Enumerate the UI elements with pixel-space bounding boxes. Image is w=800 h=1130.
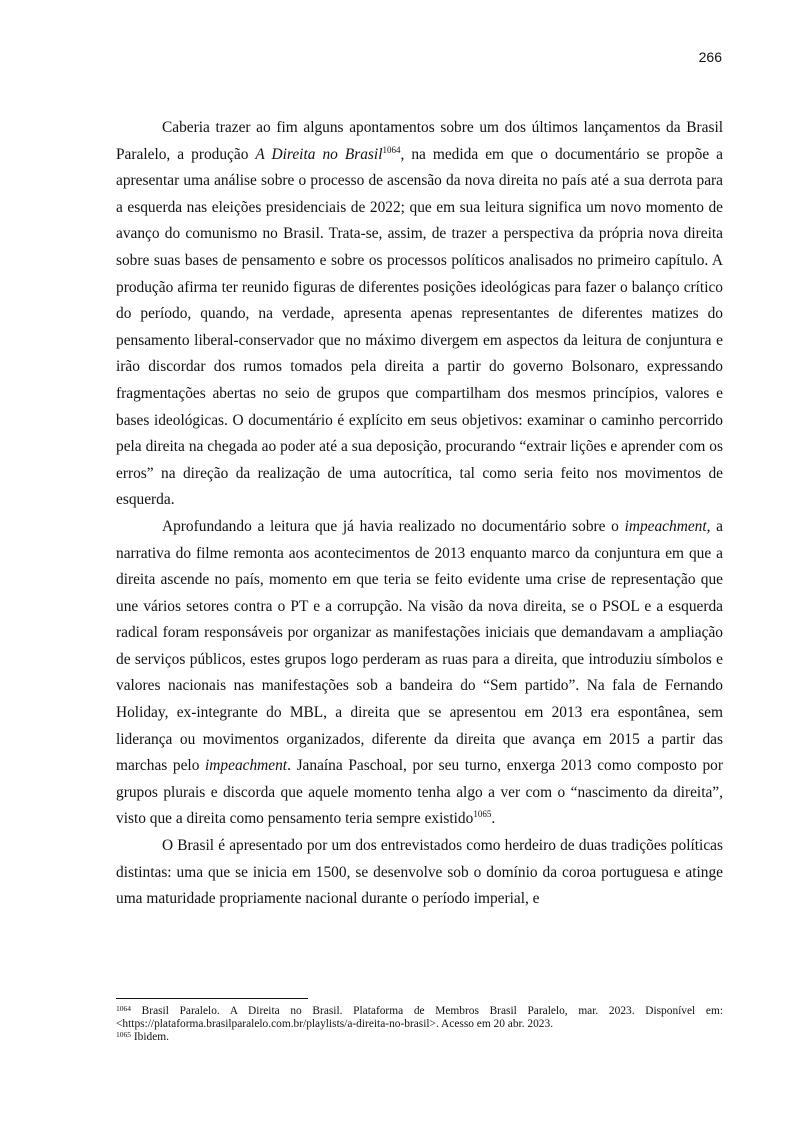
text-run: . Janaína Paschoal, por seu turno, enxerga 2013 como composto por grupos plurais e discorda que aquele momento tenha algo a ver com o “nascimento da direita”, visto que a direita como pensamento teria sempre existido	[116, 757, 724, 828]
italic-term: impeachment	[205, 757, 288, 775]
paragraph	[116, 514, 723, 833]
footnote-text: Brasil Paralelo. A Direita no Brasil. Plataforma de Membros Brasil Paralelo, mar. 2023. Disponível em: <https://plataforma.brasilparalelo.com.br/playlists/a-direita-no-brasil>. Acesso em 20 abr. 2023.	[116, 1005, 723, 1031]
footnotes	[116, 1005, 723, 1045]
paragraph	[116, 115, 723, 514]
text-run: .	[491, 810, 496, 828]
body-text	[116, 115, 723, 913]
footnote-ref: 1065	[473, 809, 492, 820]
footnote-ref: 1064	[382, 144, 401, 155]
text-run: Aprofundando a leitura que já havia realizado no documentário sobre o	[162, 517, 625, 535]
italic-title: A Direita no Brasil	[255, 145, 383, 163]
text-run: Caberia trazer ao fim alguns apontamentos sobre um dos últimos lançamentos da Brasil Paralelo, a produção	[116, 119, 723, 163]
footnote	[116, 1005, 723, 1031]
text-run: , a narrativa do filme remonta aos acontecimentos de 2013 enquanto marco da conjuntura em que a direita ascende no país, momento em que teria se feito evidente uma crise de representação que une vários setores contra o PT e a corrupção. Na visão da nova direita, se o PSOL e a esquerda radical foram responsáveis por organizar as manifestações iniciais que demandavam a ampliação de serviços públicos, estes grupos logo perderam as ruas para a direita, que introduziu símbolos e valores nacionais nas manifestações sob a bandeira do “Sem partido”. Na fala de Fernando Holiday, ex-integrante do MBL, a direita que se apresentou em 2013 era espontânea, sem liderança ou movimentos organizados, diferente da direita que avança em 2015 a partir das marchas pelo	[116, 517, 723, 775]
page-number: 266	[698, 49, 722, 65]
italic-term: impeachment	[624, 517, 707, 535]
footnote-number: 1064	[116, 1004, 131, 1013]
footnote	[116, 1031, 723, 1044]
footnote-text: Ibidem.	[131, 1031, 169, 1044]
text-run: O Brasil é apresentado por um dos entrevistados como herdeiro de duas tradições políticas distintas: uma que se inicia em 1500, se desenvolve sob o domínio da coroa portuguesa e atinge uma maturidade propriamente nacional durante o período imperial, e	[116, 837, 723, 908]
paragraph	[116, 833, 723, 913]
footnote-divider	[116, 998, 308, 999]
text-run: , na medida em que o documentário se propõe a apresentar uma análise sobre o processo de ascensão da nova direita no país até a sua derrota para a esquerda nas eleições presidenciais de 2022; que em sua leitura significa um novo momento de avanço do comunismo no Brasil. Trata-se, assim, de trazer a perspectiva da própria nova direita sobre suas bases de pensamento e sobre os processos políticos analisados no primeiro capítulo. A produção afirma ter reunido figuras de diferentes posições ideológicas para fazer o balanço crítico do período, quando, na verdade, apresenta apenas representantes de diferentes matizes do pensamento liberal-conservador que no máximo divergem em aspectos da leitura de conjuntura e irão discordar dos rumos tomados pela direita a partir do governo Bolsonaro, expressando fragmentações abertas no seio de grupos que compartilham dos mesmos princípios, valores e bases ideológicas. O documentário é explícito em seus objetivos: examinar o caminho percorrido pela direita na chegada ao poder até a sua deposição, procurando “extrair lições e aprender com os erros” na direção da realização de uma autocrítica, tal como seria feito nos movimentos de esquerda.	[116, 145, 723, 509]
footnote-number: 1065	[116, 1030, 131, 1040]
